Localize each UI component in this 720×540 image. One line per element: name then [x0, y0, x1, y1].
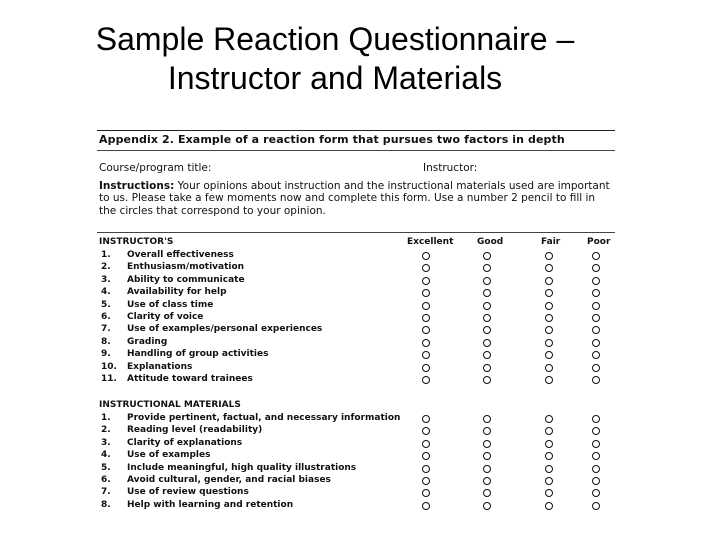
rating-bubble-fair[interactable] [545, 339, 553, 347]
rating-bubble-fair[interactable] [545, 277, 553, 285]
item-label: Clarity of explanations [127, 437, 243, 448]
questionnaire-row [97, 300, 615, 312]
item-label: Overall effectiveness [127, 250, 234, 260]
section-title: INSTRUCTOR'S [99, 237, 174, 247]
rating-bubble-poor[interactable] [592, 351, 600, 359]
rating-bubble-fair[interactable] [545, 289, 553, 297]
rating-bubble-poor[interactable] [592, 314, 600, 322]
item-label: Use of examples [127, 450, 211, 461]
header-rule [97, 150, 615, 151]
item-label: Enthusiasm/motivation [127, 262, 245, 273]
rating-bubble-fair[interactable] [545, 427, 553, 435]
item-label: Include meaningful, high quality illustrations [127, 462, 357, 473]
item-number: 11. [101, 374, 117, 384]
item-label: Help with learning and retention [127, 499, 294, 510]
rating-bubble-poor[interactable] [592, 440, 600, 448]
rating-bubble-good[interactable] [483, 502, 491, 510]
rating-bubble-fair[interactable] [545, 452, 553, 460]
instructions-lead: Instructions: [99, 180, 175, 192]
questionnaire-row [97, 362, 615, 374]
rating-bubble-good[interactable] [483, 252, 491, 260]
item-label: Explanations [127, 361, 193, 372]
slide-title [0, 20, 670, 98]
rating-bubble-fair[interactable] [545, 376, 553, 384]
item-label: Reading level (readability) [127, 425, 263, 436]
rating-bubble-good[interactable] [483, 314, 491, 322]
questionnaire-row [97, 262, 615, 274]
item-number: 8. [101, 336, 111, 347]
questionnaire-row [97, 312, 615, 324]
rating-bubble-excellent[interactable] [422, 477, 430, 485]
column-header-fair: Fair [541, 237, 561, 247]
rating-bubble-good[interactable] [483, 339, 491, 347]
rating-bubble-good[interactable] [483, 364, 491, 372]
rating-bubble-poor[interactable] [592, 252, 600, 260]
instructions-rule [97, 232, 615, 233]
rating-bubble-poor[interactable] [592, 465, 600, 473]
item-number: 1. [101, 250, 111, 260]
rating-bubble-excellent[interactable] [422, 277, 430, 285]
rating-bubble-fair[interactable] [545, 364, 553, 372]
rating-bubble-poor[interactable] [592, 277, 600, 285]
rating-bubble-fair[interactable] [545, 440, 553, 448]
rating-bubble-poor[interactable] [592, 376, 600, 384]
appendix-title: Appendix 2. Example of a reaction form that pursues two factors in depth [99, 133, 565, 146]
rating-bubble-excellent[interactable] [422, 351, 430, 359]
instructions-paragraph [99, 180, 611, 217]
item-number: 4. [101, 287, 111, 298]
questionnaire-row [97, 425, 615, 437]
rating-bubble-poor[interactable] [592, 415, 600, 423]
item-label: Availability for help [127, 287, 227, 298]
rating-bubble-fair[interactable] [545, 477, 553, 485]
questionnaire-row [97, 438, 615, 450]
rating-bubble-fair[interactable] [545, 264, 553, 272]
rating-bubble-poor[interactable] [592, 339, 600, 347]
questionnaire-row [97, 500, 615, 512]
rating-bubble-poor[interactable] [592, 502, 600, 510]
item-label: Grading [127, 336, 168, 347]
rating-bubble-good[interactable] [483, 489, 491, 497]
questionnaire-row [97, 463, 615, 475]
slide-title-line-1: Sample Reaction Questionnaire – [95, 21, 575, 57]
item-label: Handling of group activities [127, 349, 269, 360]
rating-bubble-poor[interactable] [592, 489, 600, 497]
column-header-poor: Poor [587, 237, 611, 247]
questionnaire-row [97, 337, 615, 349]
item-number: 3. [101, 274, 111, 285]
item-number: 10. [101, 361, 117, 372]
rating-bubble-good[interactable] [483, 376, 491, 384]
questionnaire-row [97, 413, 615, 425]
rating-bubble-good[interactable] [483, 440, 491, 448]
rating-bubble-good[interactable] [483, 415, 491, 423]
rating-bubble-excellent[interactable] [422, 502, 430, 510]
rating-bubble-excellent[interactable] [422, 465, 430, 473]
questionnaire-row [97, 450, 615, 462]
rating-bubble-fair[interactable] [545, 326, 553, 334]
rating-bubble-excellent[interactable] [422, 302, 430, 310]
item-label: Use of examples/personal experiences [127, 324, 323, 335]
rating-bubble-fair[interactable] [545, 314, 553, 322]
rating-bubble-poor[interactable] [592, 452, 600, 460]
questionnaire-row [97, 374, 615, 386]
questionnaire-row [97, 324, 615, 336]
questionnaire-row [97, 287, 615, 299]
item-number: 5. [101, 462, 111, 473]
item-number: 9. [101, 349, 111, 360]
item-number: 6. [101, 312, 111, 322]
rating-bubble-excellent[interactable] [422, 427, 430, 435]
rating-bubble-fair[interactable] [545, 415, 553, 423]
item-number: 7. [101, 487, 111, 498]
rating-bubble-poor[interactable] [592, 302, 600, 310]
item-number: 2. [101, 425, 111, 436]
rating-bubble-poor[interactable] [592, 477, 600, 485]
item-label: Attitude toward trainees [127, 374, 253, 384]
questionnaire-row [97, 275, 615, 287]
questionnaire-row [97, 475, 615, 487]
rating-bubble-poor[interactable] [592, 289, 600, 297]
rating-bubble-fair[interactable] [545, 302, 553, 310]
instructor-label: Instructor: [423, 162, 478, 174]
rating-bubble-good[interactable] [483, 351, 491, 359]
rating-bubble-good[interactable] [483, 326, 491, 334]
rating-bubble-excellent[interactable] [422, 326, 430, 334]
item-label: Use of class time [127, 299, 214, 310]
course-title-label: Course/program title: [99, 162, 212, 174]
rating-bubble-good[interactable] [483, 465, 491, 473]
item-number: 8. [101, 499, 111, 510]
rating-bubble-excellent[interactable] [422, 364, 430, 372]
item-label: Avoid cultural, gender, and racial biases [127, 475, 331, 485]
item-number: 4. [101, 450, 111, 461]
slide-title-line-2: Instructor and Materials [167, 60, 503, 96]
item-number: 2. [101, 262, 111, 273]
rating-bubble-poor[interactable] [592, 427, 600, 435]
rating-bubble-excellent[interactable] [422, 415, 430, 423]
item-label: Ability to communicate [127, 274, 245, 285]
item-label: Use of review questions [127, 487, 249, 498]
rating-bubble-good[interactable] [483, 289, 491, 297]
rating-bubble-fair[interactable] [545, 252, 553, 260]
instructions-text: Your opinions about instruction and the instructional materials used are important to us. Please take a few moments now and complete this form. Use a number 2 pencil to fill in the circles that correspond to your opinion. [99, 180, 610, 217]
rating-bubble-good[interactable] [483, 277, 491, 285]
rating-bubble-excellent[interactable] [422, 314, 430, 322]
rating-bubble-good[interactable] [483, 302, 491, 310]
rating-bubble-excellent[interactable] [422, 489, 430, 497]
questionnaire-row [97, 250, 615, 262]
top-rule [97, 130, 615, 131]
item-number: 3. [101, 437, 111, 448]
item-number: 1. [101, 413, 111, 423]
item-number: 5. [101, 299, 111, 310]
questionnaire-row [97, 349, 615, 361]
rating-bubble-good[interactable] [483, 477, 491, 485]
rating-bubble-excellent[interactable] [422, 440, 430, 448]
rating-bubble-poor[interactable] [592, 264, 600, 272]
section-title: INSTRUCTIONAL MATERIALS [99, 400, 241, 410]
rating-bubble-good[interactable] [483, 264, 491, 272]
rating-bubble-excellent[interactable] [422, 289, 430, 297]
rating-bubble-poor[interactable] [592, 364, 600, 372]
rating-bubble-fair[interactable] [545, 351, 553, 359]
item-number: 6. [101, 475, 111, 485]
rating-bubble-poor[interactable] [592, 326, 600, 334]
rating-bubble-excellent[interactable] [422, 264, 430, 272]
questionnaire-row [97, 487, 615, 499]
rating-bubble-excellent[interactable] [422, 252, 430, 260]
item-number: 7. [101, 324, 111, 335]
column-header-excellent: Excellent [407, 237, 454, 247]
rating-bubble-good[interactable] [483, 452, 491, 460]
rating-bubble-fair[interactable] [545, 465, 553, 473]
rating-bubble-excellent[interactable] [422, 376, 430, 384]
rating-bubble-fair[interactable] [545, 489, 553, 497]
rating-bubble-good[interactable] [483, 427, 491, 435]
item-label: Clarity of voice [127, 312, 204, 322]
column-header-good: Good [477, 237, 504, 247]
rating-bubble-fair[interactable] [545, 502, 553, 510]
rating-bubble-excellent[interactable] [422, 339, 430, 347]
rating-bubble-excellent[interactable] [422, 452, 430, 460]
item-label: Provide pertinent, factual, and necessary information [127, 413, 401, 423]
